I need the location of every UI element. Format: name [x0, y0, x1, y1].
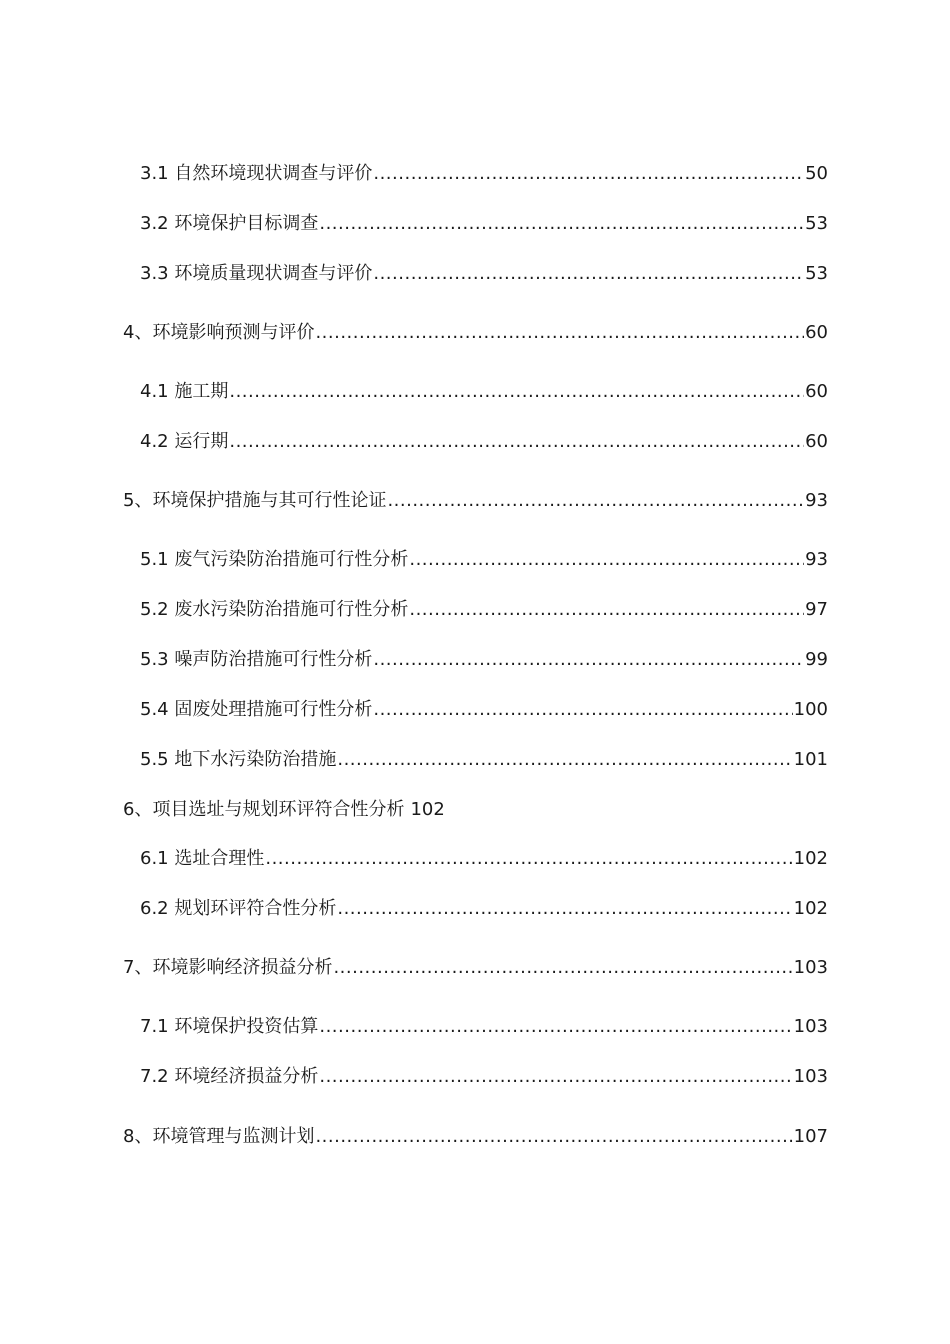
toc-dot-leader [337, 897, 792, 921]
toc-dot-leader [319, 1015, 792, 1039]
toc-dot-leader [409, 548, 804, 572]
toc-entry-page: 100 [793, 699, 828, 720]
toc-entry-page: 97 [805, 599, 828, 620]
toc-dot-leader [373, 648, 804, 672]
toc-entry-title: 6.1 选址合理性 [140, 848, 265, 869]
toc-entry-page: 93 [805, 490, 828, 511]
toc-entry-3-1[interactable] [140, 162, 828, 186]
toc-entry-4-2[interactable] [140, 430, 828, 454]
toc-entry-page: 101 [793, 749, 828, 770]
toc-entry-title: 5.4 固废处理措施可行性分析 [140, 699, 373, 720]
toc-dot-leader [409, 598, 804, 622]
toc-entry-4[interactable] [123, 321, 828, 345]
toc-entry-5-5[interactable] [140, 748, 828, 772]
toc-entry-7-2[interactable] [140, 1065, 828, 1089]
toc-entry-6-2[interactable] [140, 897, 828, 921]
toc-dot-leader [265, 847, 792, 871]
toc-entry-page: 60 [805, 322, 828, 343]
toc-dot-leader [373, 262, 804, 286]
toc-entry-page: 60 [805, 431, 828, 452]
toc-entry-title: 4、环境影响预测与评价 [123, 322, 315, 343]
toc-entry-title: 3.3 环境质量现状调查与评价 [140, 263, 373, 284]
toc-entry-6-1[interactable] [140, 847, 828, 871]
toc-entry-5[interactable] [123, 489, 828, 513]
toc-entry-page: 50 [805, 163, 828, 184]
toc-entry-page: 107 [793, 1126, 828, 1147]
toc-entry-6[interactable] [123, 798, 445, 822]
toc-entry-title: 4.1 施工期 [140, 381, 229, 402]
toc-entry-7[interactable] [123, 956, 828, 980]
toc-entry-title: 7.1 环境保护投资估算 [140, 1016, 319, 1037]
toc-entry-title: 5.1 废气污染防治措施可行性分析 [140, 549, 409, 570]
toc-entry-5-3[interactable] [140, 648, 828, 672]
toc-dot-leader [229, 430, 804, 454]
toc-dot-leader [315, 321, 804, 345]
toc-entry-page: 103 [793, 957, 828, 978]
toc-dot-leader [315, 1125, 792, 1149]
toc-entry-page: 103 [793, 1066, 828, 1087]
toc-entry-page: 53 [805, 263, 828, 284]
toc-entry-page: 53 [805, 213, 828, 234]
toc-entry-5-1[interactable] [140, 548, 828, 572]
toc-entry-title: 7.2 环境经济损益分析 [140, 1066, 319, 1087]
toc-entry-title: 4.2 运行期 [140, 431, 229, 452]
toc-entry-title: 5.2 废水污染防治措施可行性分析 [140, 599, 409, 620]
toc-entry-title: 6.2 规划环评符合性分析 [140, 898, 337, 919]
toc-entry-3-3[interactable] [140, 262, 828, 286]
toc-entry-4-1[interactable] [140, 380, 828, 404]
toc-dot-leader [387, 489, 804, 513]
toc-dot-leader [319, 1065, 792, 1089]
toc-entry-title: 3.2 环境保护目标调查 [140, 213, 319, 234]
toc-entry-page: 102 [793, 898, 828, 919]
toc-dot-leader [333, 956, 792, 980]
toc-entry-title: 6、项目选址与规划环评符合性分析 [123, 799, 405, 820]
toc-entry-page: 99 [805, 649, 828, 670]
toc-dot-leader [319, 212, 804, 236]
toc-entry-title: 3.1 自然环境现状调查与评价 [140, 163, 373, 184]
toc-entry-page: 93 [805, 549, 828, 570]
toc-dot-leader [373, 698, 792, 722]
toc-dot-leader [337, 748, 792, 772]
toc-entry-3-2[interactable] [140, 212, 828, 236]
toc-entry-8[interactable] [123, 1125, 828, 1149]
toc-entry-5-2[interactable] [140, 598, 828, 622]
toc-dot-leader [373, 162, 804, 186]
toc-entry-title: 8、环境管理与监测计划 [123, 1126, 315, 1147]
toc-dot-leader [229, 380, 804, 404]
toc-entry-title: 7、环境影响经济损益分析 [123, 957, 333, 978]
toc-entry-title: 5.3 噪声防治措施可行性分析 [140, 649, 373, 670]
toc-entry-page: 102 [793, 848, 828, 869]
toc-entry-page: 102 [410, 799, 445, 820]
toc-entry-title: 5、环境保护措施与其可行性论证 [123, 490, 387, 511]
toc-entry-title: 5.5 地下水污染防治措施 [140, 749, 337, 770]
toc-entry-5-4[interactable] [140, 698, 828, 722]
toc-entry-page: 60 [805, 381, 828, 402]
toc-entry-7-1[interactable] [140, 1015, 828, 1039]
toc-entry-page: 103 [793, 1016, 828, 1037]
